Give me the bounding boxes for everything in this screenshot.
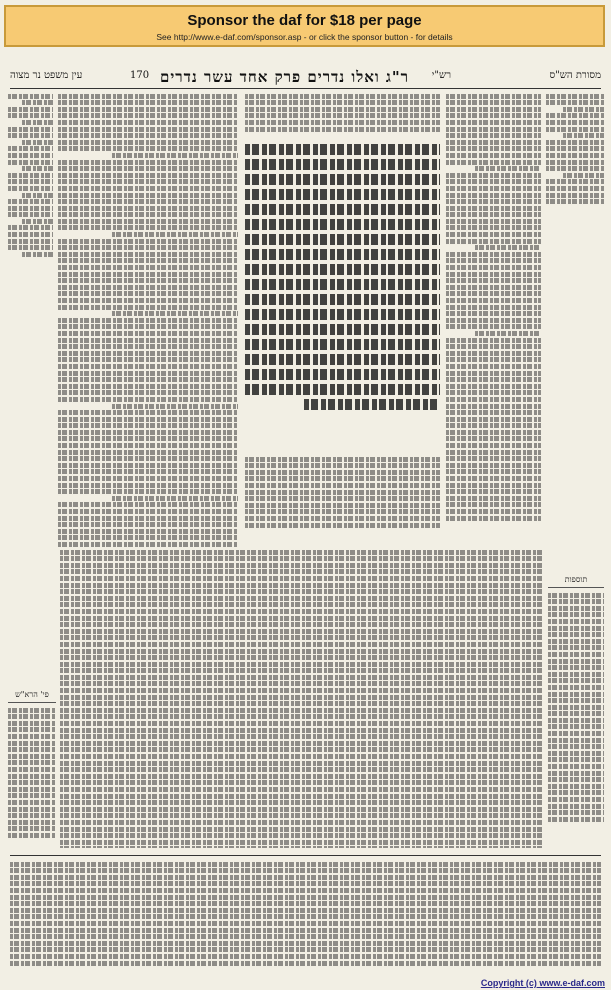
- rosh-box-label: פי' הרא"ש: [15, 690, 49, 699]
- sponsor-title: Sponsor the daf for $18 per page: [187, 12, 422, 29]
- tosafot-box-label: תוספות: [564, 575, 588, 584]
- chapter-heading: ר"ג ואלו נדרים פרק אחד עשר נדרים: [160, 68, 410, 86]
- tosafot-lower-column: [548, 591, 604, 846]
- ein-mishpat-column: [8, 92, 53, 282]
- header-rule: [10, 88, 601, 89]
- gemara-top-text: [245, 92, 440, 136]
- footer-rule: [10, 855, 601, 856]
- tosafot-column: [58, 92, 238, 547]
- rosh-divider: [8, 702, 56, 703]
- footnotes-band: [10, 860, 601, 972]
- masoret-hashas-column: [546, 92, 604, 222]
- gemara-main-text: [245, 140, 440, 450]
- page-header: [10, 68, 601, 88]
- sponsor-subtitle[interactable]: See http://www.e-daf.com/sponsor.asp - or click the sponsor button - for details: [156, 32, 453, 42]
- rashi-column: [446, 92, 541, 537]
- tosafot-divider: [548, 587, 604, 588]
- rashi-label: רש"י: [431, 70, 451, 81]
- gemara-continuation-text: [245, 455, 440, 540]
- rosh-commentary-column: [8, 706, 56, 846]
- copyright-link[interactable]: Copyright (c) www.e-daf.com: [480, 978, 605, 988]
- sponsor-banner[interactable]: [4, 5, 605, 47]
- gemara-lower-text: [60, 548, 542, 848]
- tosafot-header-label: מסורת הש"ס: [549, 70, 601, 81]
- ein-mishpat-label: עין משפט נר מצוה: [10, 70, 83, 81]
- page-number: 170: [130, 70, 150, 81]
